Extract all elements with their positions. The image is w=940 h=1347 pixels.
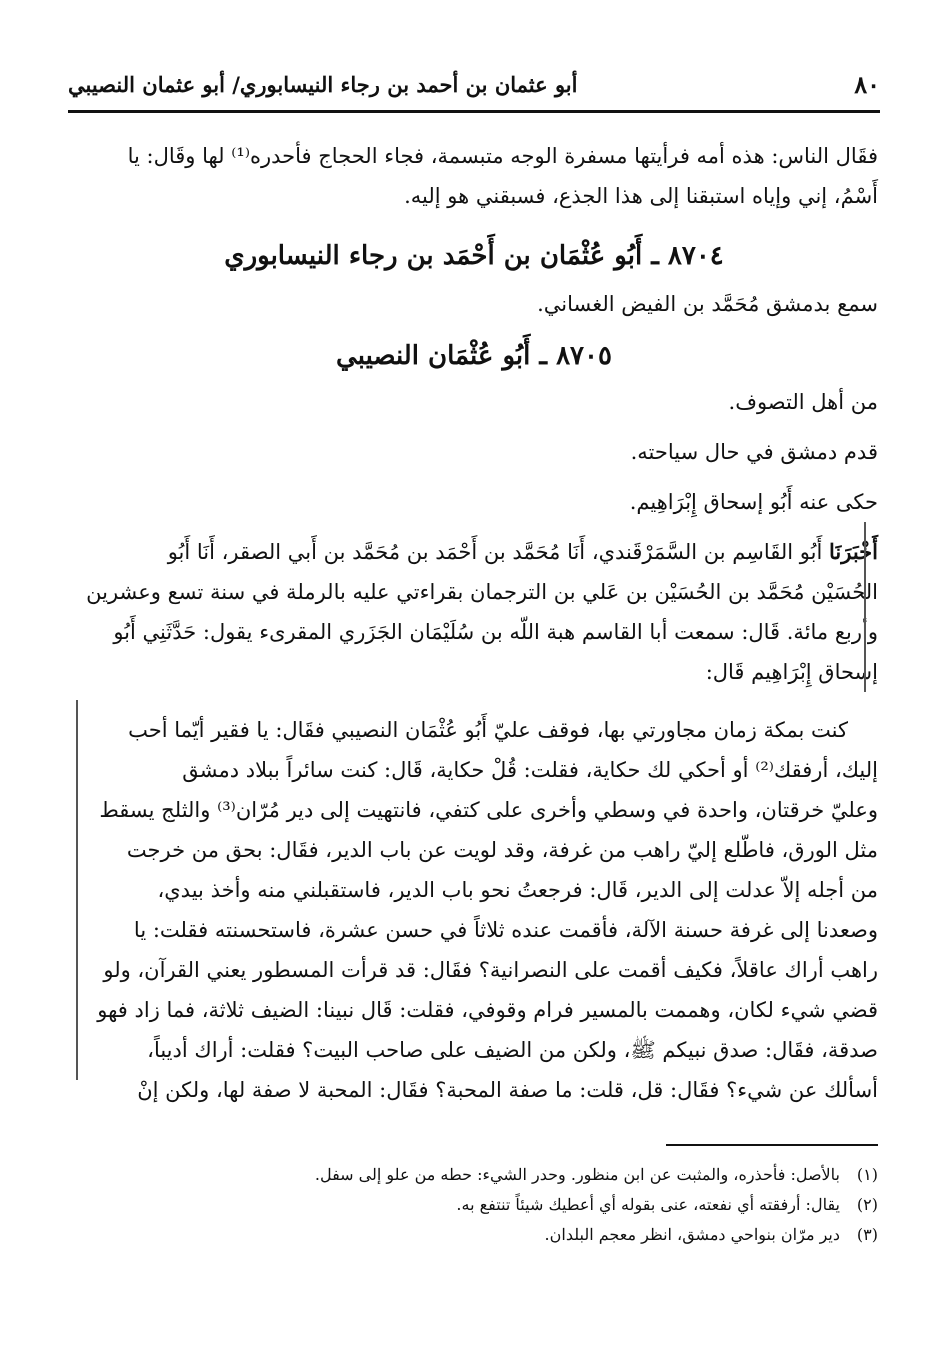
footnote-text: يقال: أرفقته أي نفعته، عنى بقوله أي أعطيك شيئاً تنتفع به. [456, 1195, 840, 1214]
page-number: ٨٠ [854, 69, 880, 99]
text-line: وصعدنا إلى غرفة حسنة الآلة، فأقمت عنده ثلاثاً في حسن عشرة، فاستحسنته فقلت: يا [133, 918, 878, 942]
text-line: أَسْمُ، إني وإياه استبقنا إلى هذا الجذع، فسبقني هو إليه. [404, 184, 878, 208]
text-line: إليك، أرفقك⁽²⁾ أو أحكي لك حكاية، فقلت: قُلْ حكاية، قَال: كنت سائراً ببلاد دمشق [182, 758, 878, 782]
text-line: وأربع مائة. قَال: سمعت أبا القاسم هبة اللّه بن سُلَيْمَان الجَزَري المقرىء يقول: حَدَّثَنِي أَبُو [113, 620, 878, 644]
text-line: كنت بمكة زمان مجاورتي بها، فوقف عليّ أَبُو عُثْمَان النصيبي فقَال: يا فقير أيّما أحب [128, 718, 848, 742]
text-line: فقَال الناس: هذه أمه فرأيتها مسفرة الوجه متبسمة، فجاء الحجاج فأحدره⁽¹⁾ لها وقَال: يا [127, 144, 878, 168]
entry-text: سمع بدمشق مُحَمَّد بن الفيض الغساني. [537, 292, 878, 316]
text-line: إسحاق إِبْرَاهِيم قَال: [705, 660, 878, 684]
footnote [70, 1220, 878, 1250]
isnad-paragraph [70, 532, 878, 692]
footnote-number: (٢) [856, 1195, 878, 1214]
story-paragraph [70, 710, 878, 1110]
running-title: أبو عثمان بن أحمد بن رجاء النيسابوري/ أبو عثمان النصيبي [68, 71, 578, 97]
footnote-text: بالأصل: فأحذره، والمثبت عن ابن منظور. وحدر الشيء: حطه من علو إلى سفل. [314, 1165, 840, 1184]
margin-line [864, 522, 866, 692]
footnote-number: (١) [856, 1165, 878, 1184]
intro-paragraph [70, 136, 878, 216]
text-line: راهب أراك عاقلاً، فكيف أقمت على النصرانية؟ فقَال: قد قرأت المسطور يعني القرآن، ولو [103, 958, 878, 982]
footnote-separator [666, 1144, 878, 1146]
text-line: من أجله إلاّ عدلت إلى الدير، قَال: فرجعتُ نحو باب الدير، فاستقبلني منه وأخذ بيدي، [157, 878, 878, 902]
isnad-lead-word: أَخْبَرَنَا [829, 539, 878, 564]
entry-line: قدم دمشق في حال سياحته. [630, 440, 878, 464]
entry-title: ٨٧٠٤ ـ أَبُو عُثْمَان بن أَحْمَد بن رجاء النيسابوري [224, 241, 724, 271]
footnotes [70, 1160, 878, 1250]
page-header [68, 58, 880, 113]
text-line: مثل الورق، فاطّلع إليّ راهب من غرفة، وقد لويت عن باب الدير، فقَال: بحق من خرجت [126, 838, 878, 862]
text-line: أَبُو القَاسِم بن السَّمَرْقَندي، أَنَا مُحَمَّد بن أَحْمَد بن مُحَمَّد بن أَبي الصقر، أَنَا أَبُو [167, 540, 830, 564]
text-line: وعليّ خرقتان، واحدة في وسطي وأخرى على كتفي، فانتهيت إلى دير مُرّان⁽³⁾ والثلج يسقط [99, 798, 878, 822]
text-line: قضي شيء لكان، وهممت بالمسير فرام وقوفي، فقلت: قَال نبينا: الضيف ثلاثة، فما زاد فهو [97, 998, 878, 1022]
entry-line: من أهل التصوف. [728, 390, 878, 414]
text-line: صدقة، فقَال: صدق نبيكم ﷺ، ولكن من الضيف على صاحب البيت؟ فقلت: أراك أديباً، [147, 1038, 878, 1062]
entry-title: ٨٧٠٥ ـ أَبُو عُثْمَان النصيبي [336, 341, 612, 371]
footnote-text: دير مرّان بنواحي دمشق، انظر معجم البلدان. [544, 1225, 840, 1244]
footnote [70, 1160, 878, 1190]
text-line: أسألك عن شيء؟ فقَال: قل، قلت: ما صفة المحبة؟ فقَال: المحبة لا صفة لها، ولكن إنْ [137, 1078, 878, 1102]
entry-line: حكى عنه أَبُو إسحاق إِبْرَاهِيم. [629, 490, 878, 514]
footnote [70, 1190, 878, 1220]
footnote-number: (٣) [856, 1225, 878, 1244]
text-line: الحُسَيْن مُحَمَّد بن الحُسَيْن بن عَلي بن الترجمان بقراءتي عليه بالرملة في سنة تسع وعشرين [86, 580, 878, 604]
